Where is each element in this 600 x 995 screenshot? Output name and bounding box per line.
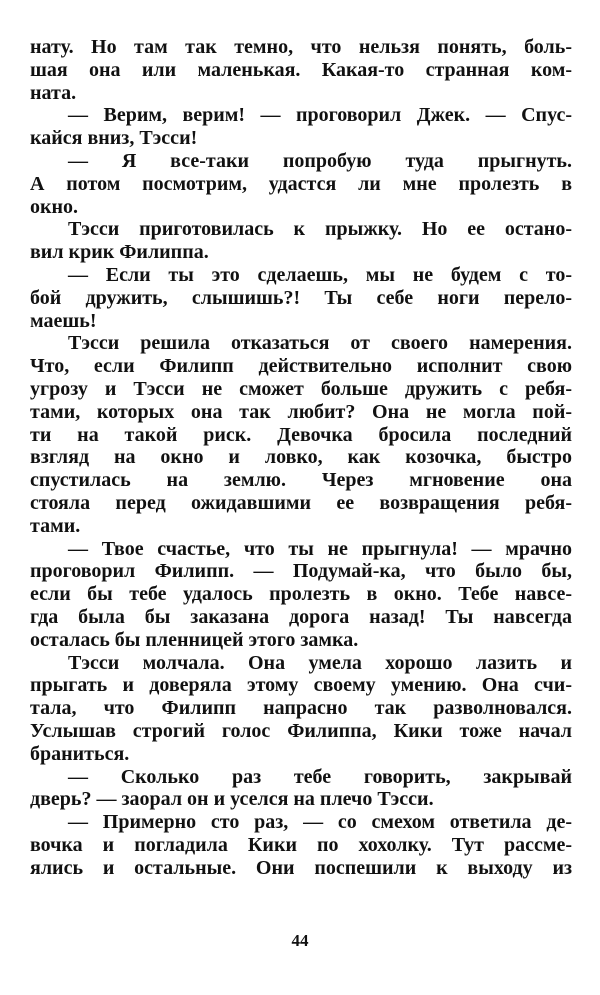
text-line: дверь? — заорал он и уселся на плечо Тэсси. [30, 788, 434, 811]
paragraph [30, 36, 572, 104]
paragraph [30, 811, 572, 879]
paragraph [30, 766, 572, 812]
text-line: гда была бы заказана дорога назад! Ты навсегда [30, 605, 572, 628]
paragraph [30, 538, 572, 652]
paragraph [30, 104, 572, 150]
text-line: кайся вниз, Тэсси! [30, 127, 198, 150]
text-line: ната. [30, 81, 77, 104]
text-line: тала, что Филипп напрасно так разволновался. [30, 697, 572, 720]
text-line: стояла перед ожидавшими ее возвращения ребя- [30, 491, 572, 514]
text-line: Что, если Филипп действительно исполнит свою [30, 355, 572, 378]
text-line: Услышав строгий голос Филиппа, Кики тоже начал [30, 719, 572, 742]
text-line: А потом посмотрим, удастся ли мне пролезть в [30, 172, 572, 195]
text-line: нату. Но там так темно, что нельзя понять, боль- [30, 36, 572, 58]
paragraph [30, 332, 572, 537]
text-line: вил крик Филиппа. [30, 241, 209, 264]
text-line: — Сколько раз тебе говорить, закрывай [68, 765, 572, 788]
text-line: — Верим, верим! — проговорил Джек. — Спус- [68, 104, 572, 127]
paragraph [30, 652, 572, 766]
text-line: — Если ты это сделаешь, мы не будем с то- [68, 263, 572, 286]
paragraph [30, 264, 572, 332]
text-line: тами. [30, 514, 81, 537]
text-line: взгляд на окно и ловко, как козочка, быстро [30, 446, 572, 469]
page-number: 44 [291, 931, 309, 950]
text-line: ти на такой риск. Девочка бросила последний [30, 423, 572, 446]
text-line: браниться. [30, 742, 130, 765]
text-line: маешь! [30, 309, 97, 332]
text-line: — Примерно сто раз, — со смехом ответила де- [68, 811, 572, 834]
text-line: — Я все-таки попробую туда прыгнуть. [68, 149, 572, 172]
text-line: осталась бы пленницей этого замка. [30, 628, 359, 651]
page-text-body [30, 36, 572, 879]
text-line: шая она или маленькая. Какая-то странная ком- [30, 58, 572, 81]
text-line: ялись и остальные. Они поспешили к выходу из [30, 856, 572, 879]
text-line: Тэсси решила отказаться от своего намерения. [68, 332, 572, 355]
text-line: тами, которых она так любит? Она не могла пой- [30, 400, 572, 423]
text-line: окно. [30, 195, 79, 218]
text-line: прыгать и доверяла этому своему умению. Она счи- [30, 674, 572, 697]
text-line: Тэсси молчала. Она умела хорошо лазить и [68, 651, 572, 674]
paragraph [30, 218, 572, 264]
paragraph [30, 150, 572, 218]
text-line: угрозу и Тэсси не сможет больше дружить с ребя- [30, 377, 572, 400]
text-line: — Твое счастье, что ты не прыгнула! — мрачно [68, 537, 572, 560]
text-line: Тэсси приготовилась к прыжку. Но ее останo- [68, 218, 572, 241]
text-line: проговорил Филипп. — Подумай-ка, что было бы, [30, 560, 572, 583]
text-line: вочка и погладила Кики по хохолку. Тут рассме- [30, 833, 572, 856]
text-line: если бы тебе удалось пролезть в окно. Тебе навсе- [30, 583, 572, 606]
text-line: спустилась на землю. Через мгновение она [30, 469, 572, 492]
text-line: бой дружить, слышишь?! Ты себе ноги перело- [30, 286, 572, 309]
